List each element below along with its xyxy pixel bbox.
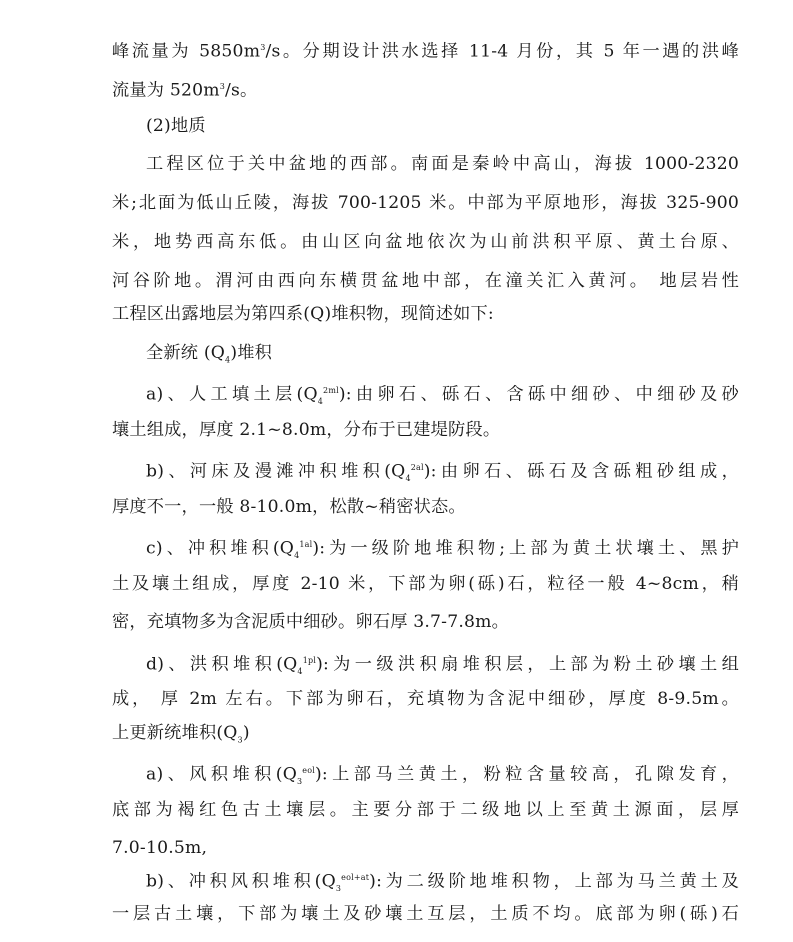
text-line: 厚度不一，一般 8-10.0m，松散~稍密状态。 [112,497,466,517]
text-line: b)、冲积风积堆积$(Q_3^{eol+at})$:为二级阶地堆积物，上部为马兰黄土及 [146,871,739,894]
text-line: d)、洪积堆积$(Q_4^{1pl})$:为一级洪积扇堆积层，上部为粉土砂壤土组 [146,654,739,677]
text-line: 土及壤土组成，厚度 2-10 米，下部为卵(砾)石，粒径一般 4~8cm，稍 [112,574,739,594]
text-line: c)、冲积堆积$(Q_4^{1al})$:为一级阶地堆积物;上部为黄土状壤土、黑护 [146,538,739,561]
text-line: a)、人工填土层$(Q_4^{2ml})$:由卵石、砾石、含砾中细砂、中细砂及砂 [146,384,739,407]
text-line: a)、风积堆积$(Q_3^{eol})$:上部马兰黄土，粉粒含量较高，孔隙发育， [146,764,739,787]
text-line: 米，地势西高东低。由山区向盆地依次为山前洪积平原、黄土台原、 [112,232,739,252]
text-line: 河谷阶地。渭河由西向东横贯盆地中部，在潼关汇入黄河。 地层岩性 [112,271,739,291]
text-line: 工程区出露地层为第四系(Q)堆积物，现简述如下: [112,304,494,324]
subsection-heading: 上更新统堆积$(Q_3)$ [112,723,250,745]
section-heading: (2)地质 [146,116,206,136]
text-line: 成， 厚 2m 左右。下部为卵石，充填物为含泥中细砂，厚度 8-9.5m。 [112,689,739,709]
text-line: 7.0-10.5m, [112,838,208,858]
text-line: 底部为褐红色古土壤层。主要分部于二级地以上至黄土源面，层厚 [112,800,739,820]
text-line: 米;北面为低山丘陵，海拔 700-1205 米。中部为平原地形，海拔 325-900 [112,193,739,213]
text-line: 工程区位于关中盆地的西部。南面是秦岭中高山，海拔 1000-2320 [146,154,739,174]
text-line: 密，充填物多为含泥质中细砂。卵石厚 3.7-7.8m。 [112,612,510,632]
text-line: 一层古土壤，下部为壤土及砂壤土互层，土质不均。底部为卵(砾)石 [112,904,739,924]
subsection-heading: 全新统 $(Q_4)$堆积 [146,343,273,365]
text-line: 壤土组成，厚度 2.1~8.0m，分布于已建堤防段。 [112,420,501,440]
text-line: 流量为 $520m^3/s$。 [112,80,258,101]
text-line: b)、河床及漫滩冲积堆积$(Q_4^{2al})$:由卵石、砾石及含砾粗砂组成， [146,461,739,484]
text-line: 峰流量为 $5850m^3/s$。分期设计洪水选择 11-4 月份，其 5 年一遇的洪峰 [112,41,739,62]
